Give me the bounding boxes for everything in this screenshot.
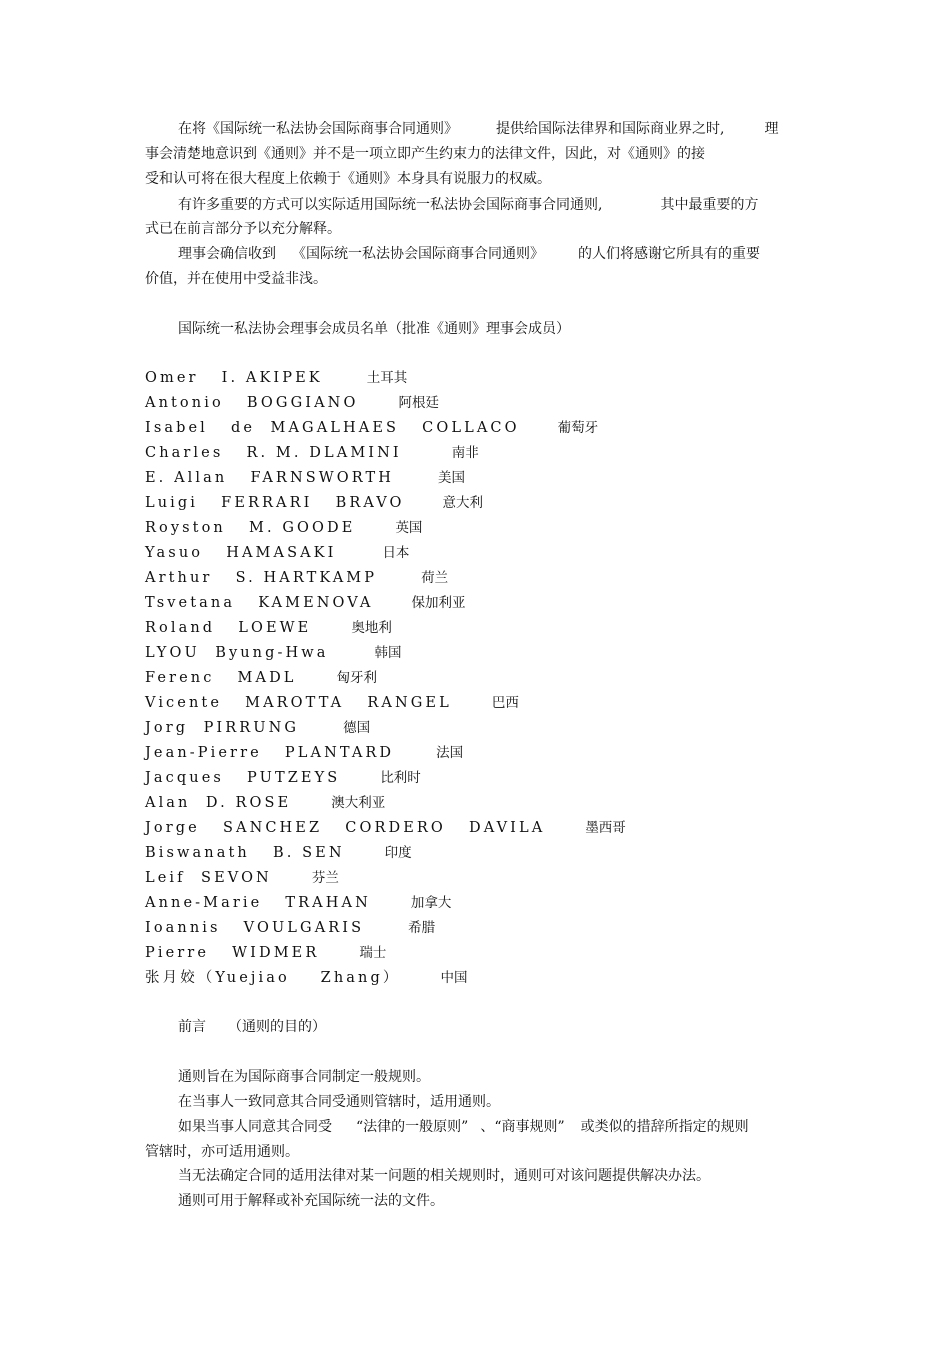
member-country: 中国 <box>440 970 468 986</box>
member-country: 英国 <box>395 520 423 536</box>
member-name: Yasuo HAMASAKI <box>145 545 337 561</box>
member-name: Tsvetana KAMENOVA <box>145 595 374 611</box>
member-country: 阿根廷 <box>398 395 439 411</box>
member-country: 日本 <box>382 545 410 561</box>
member-country: 法国 <box>436 745 464 761</box>
member-row <box>145 793 385 813</box>
member-name: Ioannis VOULGARIS <box>145 920 365 936</box>
member-name: Jorg PIRRUNG <box>145 720 300 736</box>
member-country: 意大利 <box>442 495 484 511</box>
member-country: 加拿大 <box>410 895 452 911</box>
preamble-line-4: 管辖时，亦可适用通则。 <box>145 1144 299 1160</box>
member-name: Anne-Marie TRAHAN <box>145 895 371 911</box>
intro-p3-line2: 价值，并在使用中受益非浅。 <box>145 271 327 287</box>
member-row <box>145 468 465 488</box>
member-name: Roland LOEWE <box>145 620 312 636</box>
member-country: 比利时 <box>380 770 421 786</box>
member-country: 匈牙利 <box>336 670 378 686</box>
intro-p1-line1 <box>178 119 778 139</box>
member-name: Luigi FERRARI BRAVO <box>145 495 405 511</box>
intro-p2-line2: 式已在前言部分予以充分解释。 <box>145 221 341 237</box>
member-country: 芬兰 <box>311 870 339 886</box>
member-row <box>145 968 467 988</box>
member-name: Biswanath B. SEN <box>145 845 345 861</box>
member-name: LYOU Byung-Hwa <box>145 645 329 661</box>
member-country: 希腊 <box>408 920 436 936</box>
member-name: 张月姣（Yuejiao Zhang） <box>145 970 401 986</box>
intro-p1-line2: 事会清楚地意识到《通则》并不是一项立即产生约束力的法律文件，因此，对《通则》的接 <box>145 146 705 162</box>
member-row <box>145 593 465 613</box>
member-row <box>145 618 392 638</box>
preamble-heading-subtitle: （通则的目的） <box>228 1019 326 1035</box>
member-name: Vicente MAROTTA RANGEL <box>145 695 452 711</box>
intro-p2-text-b: 其中最重要的方 <box>660 197 759 213</box>
member-name: Ferenc MADL <box>145 670 297 686</box>
member-row <box>145 768 421 788</box>
preamble-heading <box>178 1017 326 1037</box>
member-name: Isabel de MAGALHAES COLLACO <box>145 420 520 436</box>
member-country: 韩国 <box>374 645 402 661</box>
members-heading: 国际统一私法协会理事会成员名单（批准《通则》理事会成员） <box>178 321 570 337</box>
preamble-text-a: 如果当事人同意其合同受 <box>178 1119 332 1135</box>
member-name: Jorge SANCHEZ CORDERO DAVILA <box>145 820 546 836</box>
intro-p2-text-a: 有许多重要的方式可以实际适用国际统一私法协会国际商事合同通则, <box>178 197 603 213</box>
member-row <box>145 893 451 913</box>
member-name: Royston M. GOODE <box>145 520 356 536</box>
member-country: 瑞士 <box>359 945 387 961</box>
member-row <box>145 543 409 563</box>
intro-p3-text-a: 理事会确信收到 <box>178 246 276 262</box>
intro-p3-text-c: 的人们将感谢它所具有的重要 <box>578 246 760 262</box>
intro-p3-text-b: 《国际统一私法协会国际商事合同通则》 <box>292 246 544 262</box>
intro-p1-text-b: 提供给国际法律界和国际商业界之时, <box>496 121 725 137</box>
member-country: 葡萄牙 <box>557 420 599 436</box>
member-row <box>145 918 435 938</box>
member-row <box>145 818 626 838</box>
member-row <box>145 693 519 713</box>
preamble-line-3 <box>178 1117 749 1137</box>
member-country: 澳大利亚 <box>331 795 386 811</box>
member-row <box>145 843 412 863</box>
member-country: 德国 <box>343 720 371 736</box>
member-name: E. Allan FARNSWORTH <box>145 470 395 486</box>
member-country: 墨西哥 <box>585 820 626 836</box>
preamble-line-1: 通则旨在为国际商事合同制定一般规则。 <box>178 1069 430 1085</box>
member-row <box>145 643 402 663</box>
member-country: 奥地利 <box>351 620 392 636</box>
intro-p3-line1 <box>178 244 760 264</box>
intro-p2-line1 <box>178 195 758 215</box>
intro-p1-line3: 受和认可将在很大程度上依赖于《通则》本身具有说服力的权威。 <box>145 171 551 187</box>
member-row <box>145 493 483 513</box>
intro-p1-text-a: 在将《国际统一私法协会国际商事合同通则》 <box>178 121 458 137</box>
member-row <box>145 418 598 438</box>
member-name: Jean-Pierre PLANTARD <box>145 745 395 761</box>
member-row <box>145 518 422 538</box>
member-country: 美国 <box>438 470 466 486</box>
member-country: 南非 <box>451 445 479 461</box>
member-row <box>145 668 377 688</box>
member-country: 印度 <box>384 845 412 861</box>
member-name: Arthur S. HARTKAMP <box>145 570 378 586</box>
preamble-text-d: 或类似的措辞所指定的规则 <box>580 1119 749 1135</box>
member-row <box>145 868 339 888</box>
member-country: 保加利亚 <box>411 595 466 611</box>
preamble-heading-title: 前言 <box>178 1019 206 1035</box>
member-row <box>145 943 386 963</box>
member-country: 巴西 <box>491 695 519 711</box>
member-country: 荷兰 <box>421 570 449 586</box>
member-name: Omer I. AKIPEK <box>145 370 323 386</box>
preamble-line-6: 通则可用于解释或补充国际统一法的文件。 <box>178 1193 444 1209</box>
member-name: Jacques PUTZEYS <box>145 770 341 786</box>
member-name: Charles R. M. DLAMINI <box>145 445 402 461</box>
member-name: Leif SEVON <box>145 870 272 886</box>
member-row <box>145 568 448 588</box>
preamble-line-5: 当无法确定合同的适用法律对某一问题的相关规则时，通则可对该问题提供解决办法。 <box>178 1168 710 1184</box>
member-row <box>145 743 463 763</box>
intro-p1-text-c: 理 <box>764 121 779 137</box>
member-row <box>145 368 407 388</box>
member-name: Pierre WIDMER <box>145 945 320 961</box>
preamble-line-2: 在当事人一致同意其合同受通则管辖时，适用通则。 <box>178 1094 500 1110</box>
member-country: 土耳其 <box>366 370 408 386</box>
member-row <box>145 393 439 413</box>
preamble-text-c: 、“商事规则” <box>480 1119 565 1135</box>
member-name: Alan D. ROSE <box>145 795 292 811</box>
member-row <box>145 443 479 463</box>
preamble-text-b: “法律的一般原则” <box>356 1119 469 1135</box>
member-name: Antonio BOGGIANO <box>145 395 359 411</box>
member-row <box>145 718 370 738</box>
